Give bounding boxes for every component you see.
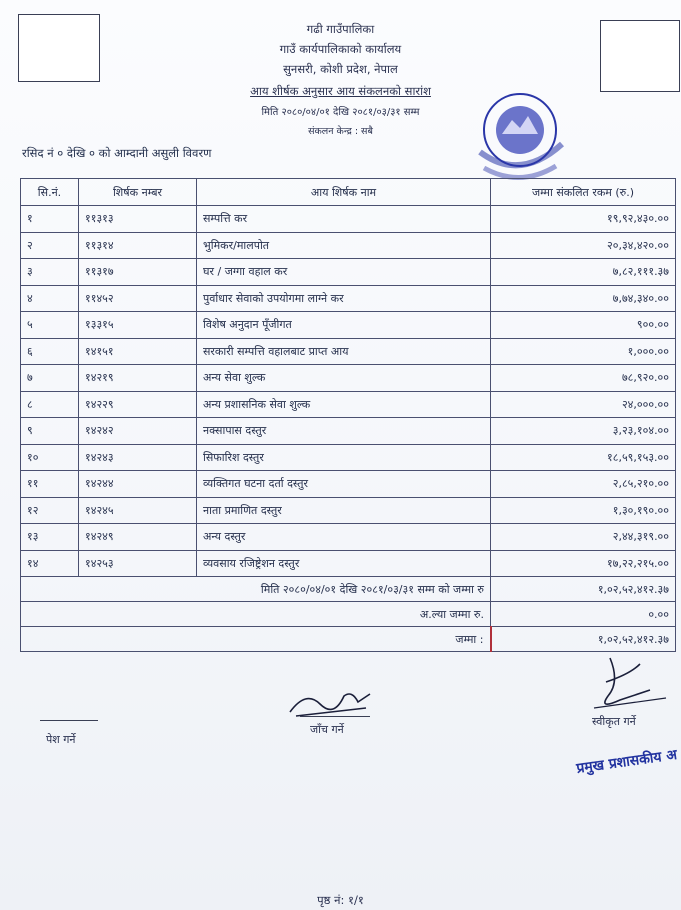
grand-total-value: १,०२,५२,४१२.३७ — [491, 627, 676, 652]
row-sn: ३ — [21, 259, 79, 286]
row-code: ११४५२ — [79, 285, 197, 312]
col-header-name: आय शिर्षक नाम — [197, 179, 491, 206]
row-code: १४१५१ — [79, 338, 197, 365]
row-name: भुमिकर/मालपोत — [197, 232, 491, 259]
col-header-sn: सि.नं. — [21, 179, 79, 206]
row-name: नक्सापास दस्तुर — [197, 418, 491, 445]
row-sn: ११ — [21, 471, 79, 498]
row-code: १४२४३ — [79, 444, 197, 471]
row-code: १४२२९ — [79, 391, 197, 418]
row-sn: ८ — [21, 391, 79, 418]
row-amount: १,३०,१९०.०० — [491, 497, 676, 524]
row-code: १३३१५ — [79, 312, 197, 339]
row-sn: १ — [21, 206, 79, 233]
row-code: १४२१९ — [79, 365, 197, 392]
row-sn: ७ — [21, 365, 79, 392]
office-seal-icon — [470, 82, 570, 192]
row-sn: १० — [21, 444, 79, 471]
row-amount: २,४४,३१९.०० — [491, 524, 676, 551]
office-address: सुनसरी, कोशी प्रदेश, नेपाल — [283, 62, 398, 76]
row-code: १४२५३ — [79, 550, 197, 577]
row-sn: ६ — [21, 338, 79, 365]
chief-admin-stamp: प्रमुख प्रशासकीय अ — [575, 747, 679, 777]
office-name: गढी गाउँपालिका — [306, 22, 375, 36]
page-number: पृष्ठ नं: १/१ — [317, 893, 364, 907]
row-code: १४२४४ — [79, 471, 197, 498]
row-amount: २४,०००.०० — [491, 391, 676, 418]
row-code: ११३१७ — [79, 259, 197, 286]
row-code: ११३१३ — [79, 206, 197, 233]
prepared-by-label: पेश गर्ने — [46, 733, 76, 746]
report-title: आय शीर्षक अनुसार आय संकलनको सारांश — [250, 84, 431, 98]
row-sn: ५ — [21, 312, 79, 339]
grand-total-label: जम्मा : — [21, 627, 491, 652]
row-amount: ७,७४,३४०.०० — [491, 285, 676, 312]
previous-total-value: ०.०० — [491, 602, 676, 627]
row-amount: १८,५९,१५३.०० — [491, 444, 676, 471]
table-row — [21, 232, 676, 259]
grand-total-row — [21, 627, 676, 652]
period-total-label: मिति २०८०/०४/०१ देखि २०८१/०३/३१ सम्म को जम्मा रु — [21, 577, 491, 602]
row-name: सरकारी सम्पत्ति वहालबाट प्राप्त आय — [197, 338, 491, 365]
prepared-line — [40, 720, 98, 721]
approved-by-label: स्वीकृत गर्ने — [592, 715, 636, 728]
checked-by-label: जाँच गर्ने — [310, 723, 344, 736]
collection-center: संकलन केन्द्र : सबै — [308, 126, 373, 137]
row-amount: १,०००.०० — [491, 338, 676, 365]
date-range: मिति २०८०/०४/०१ देखि २०८१/०३/३१ सम्म — [261, 107, 420, 118]
table-row — [21, 550, 676, 577]
table-row — [21, 285, 676, 312]
period-total-row — [21, 577, 676, 602]
income-summary-table — [20, 178, 676, 652]
previous-total-row — [21, 602, 676, 627]
row-name: पुर्वाधार सेवाको उपयोगमा लाग्ने कर — [197, 285, 491, 312]
row-name: अन्य सेवा शुल्क — [197, 365, 491, 392]
table-row — [21, 471, 676, 498]
table-row — [21, 524, 676, 551]
row-amount: ३,२३,१०४.०० — [491, 418, 676, 445]
row-amount: ७,८२,१११.३७ — [491, 259, 676, 286]
row-amount: २०,३४,४२०.०० — [491, 232, 676, 259]
row-code: १४२४५ — [79, 497, 197, 524]
row-name: सिफारिश दस्तुर — [197, 444, 491, 471]
row-sn: ४ — [21, 285, 79, 312]
period-total-value: १,०२,५२,४१२.३७ — [491, 577, 676, 602]
row-sn: १३ — [21, 524, 79, 551]
table-header-row — [21, 179, 676, 206]
col-header-amount: जम्मा संकलित रकम (रु.) — [491, 179, 676, 206]
receipt-intro: रसिद नं ० देखि ० को आम्दानी असुली विवरण — [22, 146, 212, 160]
col-header-code: शिर्षक नम्बर — [79, 179, 197, 206]
row-sn: १२ — [21, 497, 79, 524]
row-code: १४२४९ — [79, 524, 197, 551]
row-code: १४२४२ — [79, 418, 197, 445]
approver-signature-icon — [590, 652, 670, 716]
row-amount: १७,२२,२१५.०० — [491, 550, 676, 577]
row-amount: २,८५,२१०.०० — [491, 471, 676, 498]
table-row — [21, 391, 676, 418]
row-name: विशेष अनुदान पूँजीगत — [197, 312, 491, 339]
checked-line — [300, 716, 370, 717]
table-row — [21, 365, 676, 392]
row-code: ११३१४ — [79, 232, 197, 259]
row-sn: १४ — [21, 550, 79, 577]
row-name: अन्य दस्तुर — [197, 524, 491, 551]
row-name: व्यक्तिगत घटना दर्ता दस्तुर — [197, 471, 491, 498]
row-name: अन्य प्रशासनिक सेवा शुल्क — [197, 391, 491, 418]
row-amount: ७८,९२०.०० — [491, 365, 676, 392]
row-sn: २ — [21, 232, 79, 259]
table-row — [21, 338, 676, 365]
row-amount: ९००.०० — [491, 312, 676, 339]
row-name: नाता प्रमाणित दस्तुर — [197, 497, 491, 524]
table-row — [21, 206, 676, 233]
office-subtitle: गाउँ कार्यपालिकाको कार्यालय — [279, 42, 402, 56]
table-row — [21, 259, 676, 286]
previous-total-label: अ.ल्या जम्मा रु. — [21, 602, 491, 627]
row-amount: १९,९२,४३०.०० — [491, 206, 676, 233]
table-row — [21, 444, 676, 471]
row-sn: ९ — [21, 418, 79, 445]
row-name: घर / जग्गा वहाल कर — [197, 259, 491, 286]
table-row — [21, 312, 676, 339]
table-row — [21, 418, 676, 445]
row-name: सम्पत्ति कर — [197, 206, 491, 233]
table-row — [21, 497, 676, 524]
row-name: व्यवसाय रजिष्ट्रेशन दस्तुर — [197, 550, 491, 577]
